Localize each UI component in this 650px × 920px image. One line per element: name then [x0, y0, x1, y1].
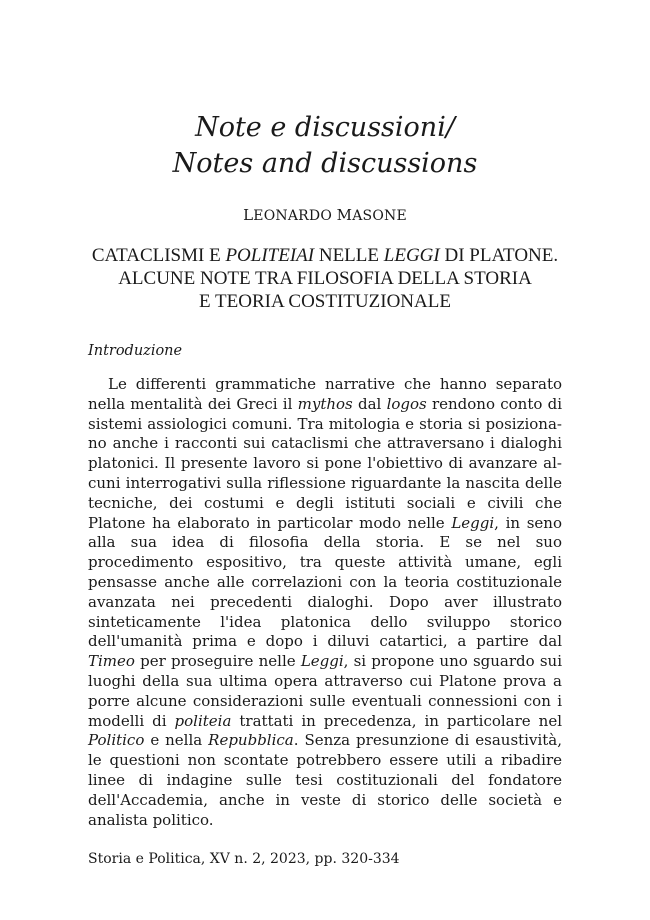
introduction-heading: Introduzione	[88, 343, 183, 359]
article-title	[88, 244, 562, 313]
title-text: DI PLATONE.	[439, 245, 559, 266]
body-text-run: trattati in precedenza, in particolare nel	[231, 711, 563, 730]
body-italic-term: Timeo	[88, 652, 135, 671]
body-italic-term: logos	[386, 394, 427, 413]
body-italic-term: Repubblica	[208, 731, 294, 750]
body-paragraph	[88, 375, 562, 830]
body-text-run: dal	[352, 394, 387, 413]
body-text-run: , si propone uno sguardo sui luoghi della sua ultima opera attraverso cui Platone prova a porre alcune considerazioni sulle eventuali connessioni con i modelli di	[88, 652, 563, 730]
author-name	[88, 206, 562, 224]
title-text: CATACLISMI E	[91, 245, 226, 266]
document-page	[88, 0, 562, 920]
title-italic-politeiai: POLITEIAI	[225, 245, 315, 266]
title-italic-leggi: LEGGI	[383, 245, 440, 266]
body-text-run: rendono conto di sistemi assiologici comuni. Tra mitologia e storia si posizionano anche i racconti sui cataclismi che attraversano i dialoghi platonici. Il presente lavoro si pone l'obiettivo di avanzare alcuni interrogativi sulla riflessione riguardante la nascita delle tecniche, dei costumi e degli istituti sociali e civili che Platone ha elaborato in particolar modo nelle	[88, 394, 563, 532]
body-italic-term: politeia	[174, 711, 232, 730]
author-first-rest: EONARDO	[253, 208, 332, 224]
body-italic-term: Leggi	[300, 652, 344, 671]
article-title-line-3: E TEORIA COSTITUZIONALE	[199, 291, 451, 312]
author-last-initial: M	[336, 206, 353, 224]
section-title	[88, 110, 562, 182]
author-first-initial: L	[243, 206, 254, 224]
author-last-rest: ASONE	[352, 208, 407, 224]
body-text-run: , in seno alla sua idea di filosofia della storia. E se nel suo procedimento espositivo, tra queste attività umane, egli pensasse anche alle correlazioni con la teoria costituzionale avanzata nei precedenti dialoghi. Dopo aver illustrato sinteticamente l'idea platonica dello sviluppo storico dell'umanità prima e dopo i diluvi catartici, a partire dal	[88, 513, 562, 651]
body-text-run: per proseguire nelle	[134, 652, 301, 671]
body-italic-term: Politico	[88, 731, 145, 750]
body-italic-term: mythos	[297, 394, 353, 413]
body-italic-term: Leggi	[451, 513, 495, 532]
section-title-english: Notes and discussions	[172, 148, 478, 179]
body-text-run: . Senza presunzione di esaustività, le questioni non scontate potrebbero essere utili a ribadire linee di indagine sulle tesi costituzionali del fondatore dell'Accademia, anche in veste di storico delle società e analista politico.	[88, 731, 562, 829]
article-title-line-1	[88, 244, 562, 267]
section-title-italian: Note e discussioni/	[195, 112, 455, 143]
journal-citation-footer: Storia e Politica, XV n. 2, 2023, pp. 320-334	[88, 851, 400, 867]
article-title-line-2: ALCUNE NOTE TRA FILOSOFIA DELLA STORIA	[118, 268, 532, 289]
body-text-run: e nella	[144, 731, 209, 750]
body-text-run: Le differenti grammatiche narrative che hanno separato nella mentalità dei Greci il	[88, 375, 562, 413]
title-text: NELLE	[314, 245, 384, 266]
